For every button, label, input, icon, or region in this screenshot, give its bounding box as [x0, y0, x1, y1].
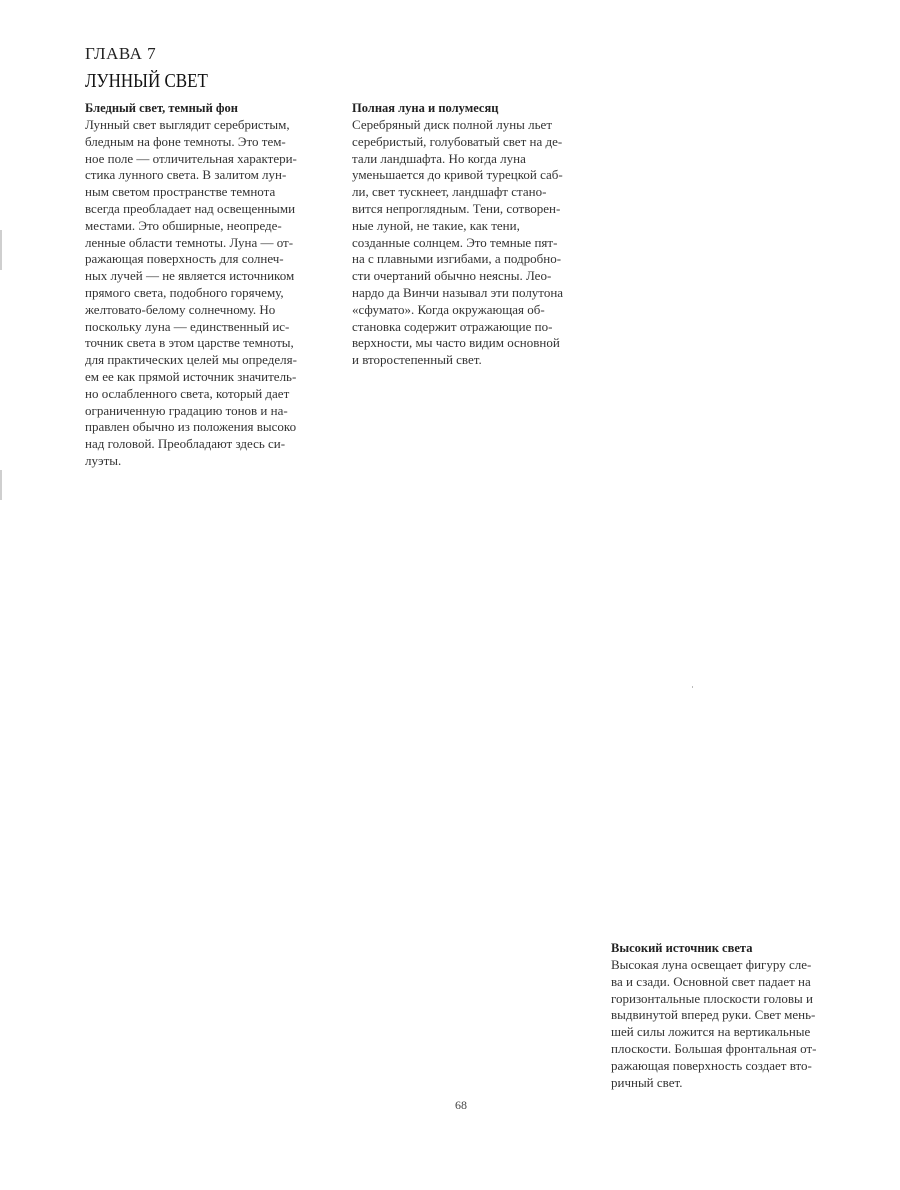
- text-line: «сфумато». Когда окружающая об-: [352, 301, 545, 317]
- text-line: но ослабленного света, который дает: [85, 385, 290, 401]
- text-line: луэты.: [85, 452, 122, 468]
- text-line: и второстепенный свет.: [352, 352, 482, 368]
- chapter-title: ЛУННЫЙ СВЕТ: [85, 70, 208, 92]
- margin-scan-mark: [0, 230, 2, 270]
- text-line: местами. Это обширные, неопреде-: [85, 217, 282, 233]
- text-line: ленные области темноты. Луна — от-: [85, 234, 294, 250]
- section-heading: Бледный свет, темный фон: [85, 101, 238, 115]
- section-body: [611, 957, 851, 1091]
- text-line: ва и сзади. Основной свет падает на: [611, 973, 811, 989]
- text-line: ражающая поверхность для солнеч-: [85, 251, 284, 267]
- text-line: правлен обычно из положения высоко: [85, 419, 297, 435]
- text-line: уменьшается до кривой турецкой саб-: [352, 167, 563, 183]
- section-heading: Полная луна и полумесяц: [352, 101, 499, 115]
- text-line: верхности, мы часто видим основной: [352, 335, 560, 351]
- page-number: 68: [455, 1098, 467, 1112]
- text-line: шей силы ложится на вертикальные: [611, 1024, 811, 1040]
- text-line: тали ландшафта. Но когда луна: [352, 150, 526, 166]
- text-line: Серебряный диск полной луны льет: [352, 117, 553, 132]
- scan-speck: [692, 686, 693, 688]
- text-line: точник света в этом царстве темноты,: [85, 335, 294, 351]
- margin-scan-mark: [0, 470, 2, 500]
- text-line: над головой. Преобладают здесь си-: [85, 436, 286, 452]
- chapter-label: ГЛАВА 7: [85, 44, 157, 63]
- text-line: ли, свет тускнеет, ландшафт стано-: [352, 184, 547, 200]
- text-line: ные луной, не такие, как тени,: [352, 217, 520, 233]
- text-line: горизонтальные плоскости головы и: [611, 990, 813, 1006]
- text-line: Высокая луна освещает фигуру сле-: [611, 957, 812, 972]
- text-line: стика лунного света. В залитом лун-: [85, 167, 287, 183]
- text-line: серебристый, голубоватый свет на де-: [352, 133, 563, 149]
- text-line: нардо да Винчи называл эти полутона: [352, 284, 564, 300]
- text-line: плоскости. Большая фронтальная от-: [611, 1040, 817, 1056]
- section-body: [85, 117, 335, 470]
- text-line: вится непроглядным. Тени, сотворен-: [352, 200, 561, 216]
- text-line: сти очертаний обычно неясны. Лео-: [352, 268, 552, 284]
- text-line: Лунный свет выглядит серебристым,: [85, 117, 290, 132]
- section-heading: Высокий источник света: [611, 941, 753, 955]
- text-line: прямого света, подобного горячему,: [85, 284, 284, 300]
- text-line: ных лучей — не является источником: [85, 268, 295, 284]
- section-pale-light: [85, 100, 335, 470]
- text-line: ограниченную градацию тонов и на-: [85, 402, 288, 418]
- text-line: поскольку луна — единственный ис-: [85, 318, 290, 334]
- text-line: ем ее как прямой источник значитель-: [85, 368, 297, 384]
- text-line: выдвинутой вперед руки. Свет мень-: [611, 1007, 816, 1023]
- section-body: [352, 117, 602, 369]
- text-line: становка содержит отражающие по-: [352, 318, 553, 334]
- text-line: бледным на фоне темноты. Это тем-: [85, 133, 286, 149]
- text-line: ным светом пространстве темнота: [85, 184, 276, 200]
- text-line: желтовато-белому солнечному. Но: [85, 301, 276, 317]
- text-line: всегда преобладает над освещенными: [85, 200, 296, 216]
- text-line: ное поле — отличительная характери-: [85, 150, 297, 166]
- section-high-light-source: [611, 940, 851, 1091]
- section-full-moon: [352, 100, 602, 369]
- text-line: на с плавными изгибами, а подробно-: [352, 251, 562, 267]
- text-line: для практических целей мы определя-: [85, 352, 297, 368]
- text-line: ражающая поверхность создает вто-: [611, 1057, 812, 1073]
- text-line: ричный свет.: [611, 1074, 683, 1090]
- text-line: созданные солнцем. Это темные пят-: [352, 234, 558, 250]
